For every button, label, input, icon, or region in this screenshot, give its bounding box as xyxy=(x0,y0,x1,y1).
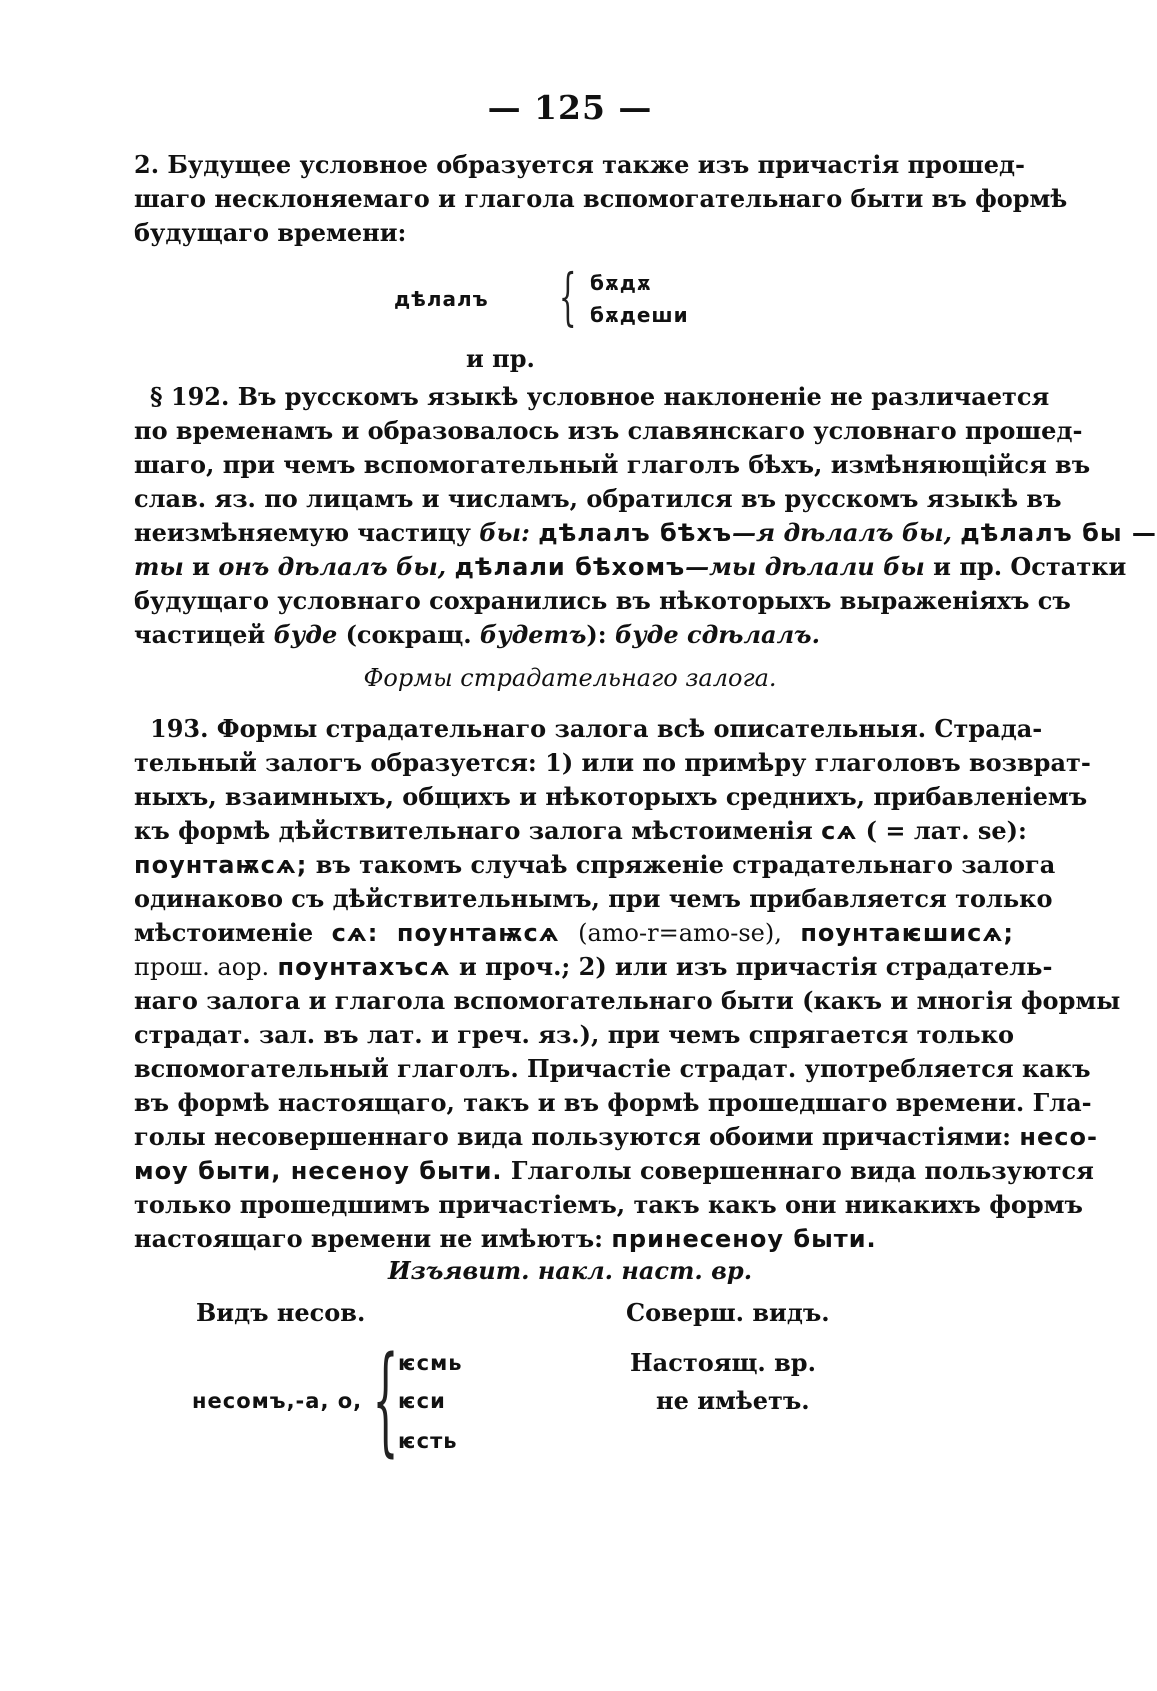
text-run: въ такомъ случаѣ спряженіе страдательнаго залога xyxy=(315,850,1056,879)
text-line xyxy=(134,916,1014,950)
slavonic-run: дѣлалъ бы — xyxy=(960,519,1157,547)
text-line: по временамъ и образовалось изъ славянскаго условнаго прошед- xyxy=(134,416,1083,445)
text-run-italic: —мы дѣлали бы xyxy=(685,552,925,581)
text-run: и пр. Остатки xyxy=(924,552,1127,581)
example-form: бѫдѫ xyxy=(590,271,652,295)
paragraph-193 xyxy=(134,712,1121,1256)
text-run-italic: будетъ xyxy=(479,620,587,649)
text-run-italic: онъ дѣлалъ бы, xyxy=(218,552,447,581)
text-line: § 192. Въ русскомъ языкѣ условное наклоненіе не различается xyxy=(150,382,1050,411)
table-heading: Изъявит. накл. наст. вр. xyxy=(387,1256,753,1285)
text-run: Глаголы совершеннаго вида пользуются xyxy=(510,1156,1094,1185)
slavonic-run: сѧ xyxy=(821,817,858,845)
text-run: и проч.; 2) или изъ причастія страдатель- xyxy=(458,952,1053,981)
slavonic-run: несо- xyxy=(1019,1123,1098,1151)
text-line xyxy=(134,848,1056,882)
participle-form: несомъ,-а, о, xyxy=(192,1389,363,1413)
example-etc: и пр. xyxy=(466,344,535,373)
slavonic-run: дѣлалъ бѣхъ xyxy=(538,519,732,547)
text-line xyxy=(134,814,1027,848)
text-line: тельный залогъ образуется: 1) или по примѣру глаголовъ возврат- xyxy=(134,748,1091,777)
column-header-perfective: Соверш. видъ. xyxy=(626,1298,830,1327)
text-run: голы несовершеннаго вида пользуются обоими причастіями: xyxy=(134,1122,1012,1151)
perfective-note-line1: Настоящ. вр. xyxy=(630,1348,816,1377)
slavonic-run: поунтаѥшисѧ; xyxy=(800,919,1014,947)
text-line: будущаго условнаго сохранились въ нѣкоторыхъ выраженіяхъ съ xyxy=(134,586,1071,615)
text-line: слав. яз. по лицамъ и числамъ, обратился въ русскомъ языкѣ въ xyxy=(134,484,1062,513)
text-run: мѣстоименіе xyxy=(134,918,314,947)
column-header-imperfective: Видъ несов. xyxy=(196,1298,366,1327)
text-line: шаго, при чемъ вспомогательный глаголъ бѣхъ, измѣняющійся въ xyxy=(134,450,1091,479)
paragraph-192 xyxy=(134,380,1157,652)
text-line: будущаго времени: xyxy=(134,218,407,247)
text-line xyxy=(134,1222,1014,1256)
text-run: (amo-r=amo-se), xyxy=(578,919,782,947)
example-word-delal: дѣлалъ xyxy=(394,287,489,311)
text-line: шаго несклоняемаго и глагола вспомогательнаго быти въ формѣ xyxy=(134,184,1068,213)
perfective-note-line2: не имѣетъ. xyxy=(656,1386,810,1415)
text-run-italic: бы: xyxy=(479,518,530,547)
text-run: частицей xyxy=(134,620,266,649)
text-line: наго залога и глагола вспомогательнаго быти (какъ и многія формы xyxy=(134,986,1121,1015)
text-line: 2. Будущее условное образуется также изъ причастія прошед- xyxy=(134,150,1025,179)
verb-form: ѥсмь xyxy=(398,1351,463,1375)
text-run: настоящаго времени не имѣютъ: xyxy=(134,1224,603,1253)
section-heading: Формы страдательнаго залога. xyxy=(363,664,777,692)
text-line: въ формѣ настоящаго, такъ и въ формѣ прошедшаго времени. Гла- xyxy=(134,1088,1092,1117)
text-run: прош. аор. xyxy=(134,953,270,981)
paragraph-future-conditional xyxy=(134,148,1068,250)
text-run-italic: буде сдѣлалъ. xyxy=(614,620,820,649)
text-run: и xyxy=(183,552,219,581)
text-line xyxy=(134,516,1157,550)
example-form: бѫдеши xyxy=(590,303,689,327)
text-line xyxy=(134,550,1127,584)
text-line: вспомогательный глаголъ. Причастіе страдат. употребляется какъ xyxy=(134,1054,1091,1083)
text-run: ( = лат. se): xyxy=(865,816,1027,845)
page-number: — 125 — xyxy=(487,88,653,127)
slavonic-run: поунтаѭсѧ; xyxy=(134,851,308,879)
text-line: одинаково съ дѣйствительнымъ, при чемъ прибавляется только xyxy=(134,884,1053,913)
text-run: неизмѣняемую частицу xyxy=(134,518,471,547)
text-line xyxy=(134,950,1053,984)
text-run: (сокращ. xyxy=(345,620,472,649)
text-run-italic: —я дѣлалъ бы, xyxy=(731,518,952,547)
slavonic-run: поунтахъсѧ xyxy=(277,953,451,981)
text-run: къ формѣ дѣйствительнаго залога мѣстоименія xyxy=(134,816,813,845)
brace-icon: { xyxy=(558,260,577,333)
slavonic-run: дѣлали бѣхомъ xyxy=(454,553,686,581)
slavonic-run: поунтаѭсѧ xyxy=(396,919,560,947)
verb-form: ѥси xyxy=(398,1389,446,1413)
slavonic-run: моу быти, несеноу быти. xyxy=(134,1157,503,1185)
text-line xyxy=(134,618,1014,652)
brace-icon: { xyxy=(372,1330,399,1468)
slavonic-run: принесеноу быти. xyxy=(611,1225,877,1253)
text-line: только прошедшимъ причастіемъ, такъ какъ они никакихъ формъ xyxy=(134,1190,1083,1219)
text-line: страдат. зал. въ лат. и греч. яз.), при чемъ спрягается только xyxy=(134,1020,1014,1049)
text-run: ): xyxy=(586,620,607,649)
text-line: ныхъ, взаимныхъ, общихъ и нѣкоторыхъ среднихъ, прибавленіемъ xyxy=(134,782,1088,811)
verb-form: ѥсть xyxy=(398,1429,458,1453)
text-run-italic: ты xyxy=(134,552,184,581)
text-line xyxy=(134,1154,1094,1188)
text-line xyxy=(134,1120,1098,1154)
slavonic-run: сѧ: xyxy=(331,919,379,947)
text-run-italic: буде xyxy=(273,620,338,649)
text-line: 193. Формы страдательнаго залога всѣ описательныя. Страда- xyxy=(150,714,1043,743)
